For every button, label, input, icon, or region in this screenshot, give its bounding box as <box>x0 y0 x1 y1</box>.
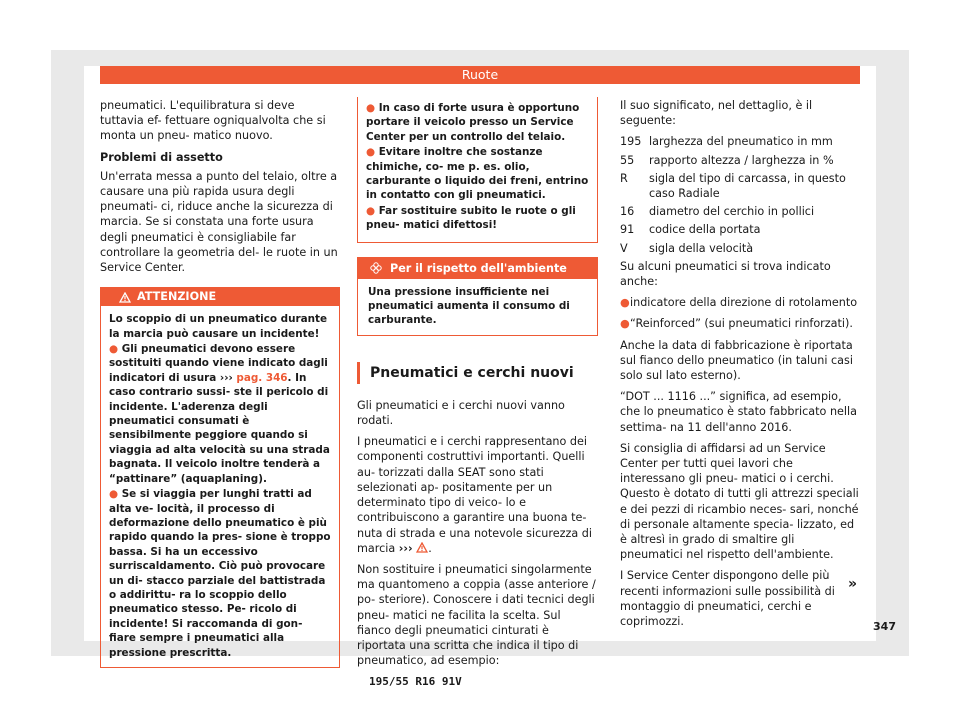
tyre-code-row <box>620 134 860 149</box>
tyre-code-list <box>620 134 860 255</box>
warning-item: ● Gli pneumatici devono essere sostituiti quando viene indicato dagli indicatori di usura ››› pag. 346. In caso contrario sussi- ste il pericolo di incidente. L'aderenza degli pneumatici consumati è sensibilmente peggiore quando si viaggia ad alta velocità su una strada bagnata. Il veicolo inoltre tenderà a “pattinare” (aquaplaning). <box>109 343 330 485</box>
tyre-code-meaning: sigla della velocità <box>649 241 754 255</box>
cross-ref-arrow[interactable]: ››› <box>398 541 413 555</box>
tyre-code-meaning: codice della portata <box>649 223 761 237</box>
list-item: ● indicatore della direzione di rotolamento <box>620 296 858 310</box>
paragraph: I Service Center dispongono delle più recenti informazioni sulle possibilità di montaggio di pneumatici, cerchi e coprimozzi. <box>620 569 835 629</box>
paragraph: Si consiglia di affidarsi ad un Service Center per tutti quei lavori che interessano gli pneu- matici o i cerchi. Questo è dotato di tutti gli attrezzi speciali e dei pezzi di ricambio neces- sari, nonché di personale altamente specia- lizzato, ed è altresì in grado di smaltire gli pneumatici nel rispetto dell'ambiente. <box>620 441 859 562</box>
warning-item: ● Se si viaggia per lunghi tratti ad alta ve- locità, il processo di deformazione dello pneumatico è più rapido quando la pres- sione è troppo bassa. Si ha un eccessivo surriscaldamento. Ciò può provocare un di- stacco parziale del battistrada o addirittu- ra lo scoppio dello pneumatico stesso. Pe- ricolo di incidente! Si raccomanda di gon- fiare sempre i pneumatici alla pressione prescritta. <box>109 488 331 659</box>
tyre-code-row <box>620 204 860 219</box>
paragraph: Non sostituire i pneumatici singolarmente ma quantomeno a coppia (asse anteriore / po- steriore). Conoscere i dati tecnici degli pneu- matici ne facilita la scelta. Sul fianco degli pneumatici cinturati è riportata una scritta che indica il tipo di pneumatico, ad esempio: <box>357 562 596 668</box>
warning-triangle-icon <box>119 292 131 303</box>
tyre-code-row <box>620 153 860 168</box>
warning-item: ● Far sostituire subito le ruote o gli pneu- matici difettosi! <box>366 204 576 232</box>
bullet-icon: ● <box>620 317 630 331</box>
column-middle <box>357 98 598 690</box>
tyre-code-meaning: diametro del cerchio in pollici <box>649 205 815 219</box>
environment-text: Una pressione insufficiente nei pneumatici aumenta il consumo di carburante. <box>368 285 570 327</box>
warning-box <box>100 287 340 668</box>
bullet-icon: ● <box>366 204 379 217</box>
bullet-icon: ● <box>109 343 122 356</box>
bullet-icon: ● <box>366 146 379 159</box>
continue-arrow-icon: » <box>848 576 858 592</box>
paragraph: Anche la data di fabbricazione è riportata sul fianco dello pneumatico (in taluni casi solo sul lato esterno). <box>620 338 853 383</box>
paragraph: “DOT ... 1116 ...” significa, ad esempio, che lo pneumatico è stato fabbricato nella settima- na 11 dell'anno 2016. <box>620 390 857 434</box>
tyre-code-row <box>620 241 860 256</box>
bullet-icon: ● <box>620 296 630 310</box>
warning-item: ● Evitare inoltre che sostanze chimiche, co- me p. es. olio, carburante o liquido dei freni, entrino in contatto con gli pneumatici. <box>366 146 589 202</box>
tyre-code-key: 91 <box>620 223 635 237</box>
tyre-code-key: 195 <box>620 135 642 149</box>
tyre-code-key: R <box>620 171 628 185</box>
tyre-code-key: 16 <box>620 205 635 219</box>
tyre-code-example: 195/55 R16 91V <box>369 675 462 689</box>
paragraph: Gli pneumatici e i cerchi nuovi vanno rodati. <box>357 398 565 428</box>
warning-triangle-icon[interactable] <box>416 542 428 553</box>
page-reference-link[interactable]: pag. 346 <box>236 371 288 384</box>
cross-ref-arrow[interactable]: ››› <box>219 371 233 384</box>
warning-body <box>101 306 339 667</box>
chapter-header: Ruote <box>100 66 860 84</box>
flower-icon <box>370 262 382 274</box>
paragraph: Il suo significato, nel dettaglio, è il seguente: <box>620 99 813 128</box>
page-number: 347 <box>873 620 896 633</box>
tyre-code-meaning: sigla del tipo di carcassa, in questo caso Radiale <box>649 171 846 201</box>
heading-assetto: Problemi di assetto <box>100 150 223 164</box>
column-left <box>100 98 340 668</box>
tyre-code-meaning: rapporto altezza / larghezza in % <box>649 153 834 167</box>
tyre-code-meaning: larghezza del pneumatico in mm <box>649 135 833 149</box>
warning-intro: Lo scoppio di un pneumatico durante la marcia può causare un incidente! <box>109 313 328 340</box>
environment-title: Per il rispetto dell'ambiente <box>390 261 567 275</box>
tyre-code-row <box>620 222 860 237</box>
warning-item: ● In caso di forte usura è opportuno portare il veicolo presso un Service Center per un controllo del telaio. <box>366 102 580 143</box>
section-title: Pneumatici e cerchi nuovi <box>357 362 598 384</box>
warning-header <box>101 288 339 306</box>
bullet-icon: ● <box>109 488 122 501</box>
warning-title: ATTENZIONE <box>137 290 217 304</box>
paragraph: Un'errata messa a punto del telaio, oltre a causare una più rapida usura degli pneumati- ci, riduce anche la sicurezza di marcia. Se si constata una forte usura degli pneumatici è consigliabile far controllare la geometria del- le ruote in un Service Center. <box>100 169 338 275</box>
paragraph: Su alcuni pneumatici si trova indicato anche: <box>620 259 831 289</box>
warning-box-continued <box>357 97 598 243</box>
paragraph: pneumatici. L'equilibratura si deve tuttavia ef- fettuare ogniqualvolta che si monta un pneu- matico nuovo. <box>100 99 326 143</box>
tyre-code-key: V <box>620 241 628 255</box>
paragraph: I pneumatici e i cerchi rappresentano dei componenti costruttivi importanti. Quelli au- torizzati dalla SEAT sono stati selezionati ap- positamente per un determinato tipo di veico- lo e contribuiscono a garantire una buona te- nuta di strada e una notevole sicurezza di marcia ››› . <box>357 435 592 555</box>
column-right <box>620 98 860 635</box>
environment-box <box>357 257 598 336</box>
tyre-code-key: 55 <box>620 153 635 167</box>
tyre-code-row <box>620 171 860 201</box>
environment-header <box>358 258 597 279</box>
list-item: ● “Reinforced” (sui pneumatici rinforzati). <box>620 317 853 331</box>
bullet-icon: ● <box>366 102 379 114</box>
